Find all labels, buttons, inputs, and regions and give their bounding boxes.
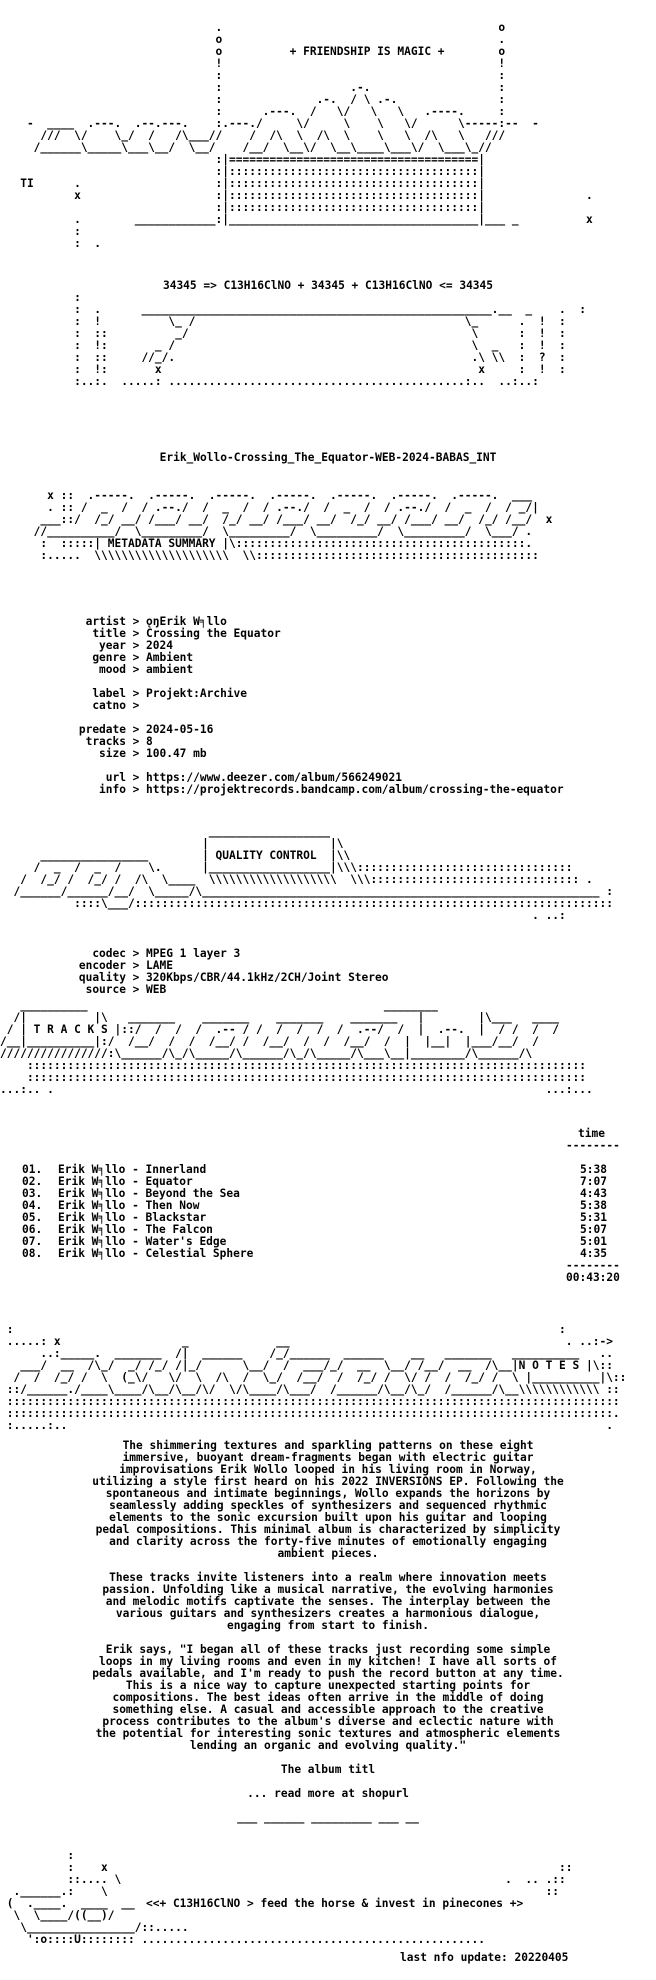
kv-key: url (105, 771, 126, 784)
track-title: Erik W╕llo - Beyond the Sea (58, 1187, 240, 1200)
track-num: 01. (22, 1163, 43, 1176)
kv-separator: > (132, 971, 140, 984)
track-title: Erik W╕llo - Then Now (58, 1199, 200, 1212)
footer-art-left: ( .____. ____ __ \ \____/((__)/ (6, 1898, 135, 1922)
kv-separator: > (132, 663, 140, 676)
kv-key: info (99, 783, 126, 796)
kv-row (0, 784, 656, 796)
kv-value: 100.47 mb (146, 747, 207, 760)
kv-key: title (92, 627, 126, 640)
kv-value: 2024 (146, 639, 173, 652)
kv-value: https://www.deezer.com/album/566249021 (146, 771, 402, 784)
kv-row (0, 664, 656, 676)
track-num: 02. (22, 1175, 43, 1188)
kv-separator: > (132, 959, 140, 972)
kv-value: 2024-05-16 (146, 723, 214, 736)
footer-art-bottom: \________________/::..... ':o::::U:::::::: ................................................... (20, 1922, 485, 1946)
kv-key: genre (92, 651, 126, 664)
total-time: 00:43:20 (566, 1271, 620, 1284)
kv-key: artist (85, 615, 126, 628)
kv-value: MPEG 1 layer 3 (146, 947, 241, 960)
kv-key: source (85, 983, 126, 996)
track-time: 5:31 (580, 1211, 607, 1224)
kv-value: https://projektrecords.bandcamp.com/album/crossing-the-equator (146, 783, 564, 796)
track-num: 07. (22, 1235, 43, 1248)
track-time: 4:35 (580, 1247, 607, 1260)
track-title: Erik W╕llo - Equator (58, 1175, 193, 1188)
notes-paragraph: Erik says, "I began all of these tracks just recording some simple loops in my living rooms and even in my kitchen! I have all sorts of pedals available, and I'm ready to push the record button at any time. This is a nice way to capture unexpected starting points for compositions. The best ideas often arrive in the middle of doing something else. A casual and accessible approach to the creative process contributes to the album's diverse and eclectic nature with the potential for interesting sonic textures and atmospheric elements lending an organic and evolving quality." (92, 1643, 564, 1752)
metadata-banner: x :: .-----. .-----. .-----. .-----. .-----. .-----. .-----. ___ . :: / _ / / .--./ / _ / / .--./ / _ / / .--./ / _ / / _/| ___::/ /_/ __/ /___/ __/ /_/ __/ /___/ __/ /_/ __/ /___/ __/ /_/ /__/ x //__________/ \_________/ \_________/ \_________/ \_________/ \___/ . : :::::| METADATA SUMMARY |\:::::::::::::::::::::::::::::::::::::::::::. :..... \\\\\\\\\\\\\\\\\\\\ \\:::::::::::::::::::::::::::::::::::::::::: (33, 490, 553, 562)
notes-rule: ___ ______ _________ ___ __ (237, 1811, 419, 1824)
time-header-rule: -------- (566, 1139, 620, 1152)
kv-separator: > (132, 627, 140, 640)
kv-separator: > (132, 783, 140, 796)
kv-separator: > (132, 735, 140, 748)
time-header: time (578, 1127, 605, 1140)
kv-row (0, 700, 656, 712)
track-num: 08. (22, 1247, 43, 1260)
notes-paragraph: These tracks invite listeners into a realm where innovation meets passion. Unfolding like a musical narrative, the evolving harmonies and melodic motifs captivate the senses. The interplay between the various guitars and synthesizers creates a harmonious dialogue, engaging from start to finish. (102, 1571, 554, 1632)
track-time: 5:38 (580, 1199, 607, 1212)
notes-paragraph: The shimmering textures and sparkling patterns on these eight immersive, buoyant dream-fragments began with electric guitar improvisations Erik Wollo looped in his living room in Norway, utilizing a style first heard on his 2022 INVERSIONS EP. Following the spontaneous and intimate beginnings, Wollo expands the horizons by seamlessly adding speckles of synthesizers and sequenced rhythmic elements to the sonic excursion built upon his guitar and looping pedal compositions. This minimal album is characterized by simplicity and clarity across the forty-five minutes of emotionally engaging ambient pieces. (92, 1439, 564, 1560)
tracklist (0, 1128, 656, 1284)
header-ascii-art: . o o . o + FRIENDSHIP IS MAGIC + o ! ! : : : .-. : : .-. / \ .-. : : .---. / \/ \ \ .----. : - ____ .---. .--.---. :.---./ \/ \ \ \/ \-----:-- - /// \/ \_/ / /\___// / /\ \ /\ \ \ \ /\ \ /// /______\_____\___\__/ \__/ /__/ \__\/ \__\____\___\/ \___\_// :|=====================================| :|:::::::::::::::::::::::::::::::::::::| TI . :|:::::::::::::::::::::::::::::::::::::| x :|:::::::::::::::::::::::::::::::::::::| . :|:::::::::::::::::::::::::::::::::::::| . ____________:|_____________________________________|___ _ x : : . (20, 22, 593, 250)
kv-value: 320Kbps/CBR/44.1kHz/2CH/Joint Stereo (146, 971, 389, 984)
chemical-formula: 34345 => C13H16ClNO + 34345 + C13H16ClNO <= 34345 (162, 279, 494, 292)
kv-key: tracks (85, 735, 126, 748)
last-update: last nfo update: 20220405 (400, 1951, 569, 1964)
kv-separator: > (132, 747, 140, 760)
track-num: 06. (22, 1223, 43, 1236)
kv-value: ǫŋErik W╕llo (146, 615, 227, 628)
kv-value: ambient (146, 663, 194, 676)
kv-separator: > (132, 699, 140, 712)
kv-separator: > (132, 723, 140, 736)
kv-value: WEB (146, 983, 167, 996)
kv-separator: > (132, 983, 140, 996)
notes-banner: : : .....: x _ __ . ..:-> ..:_____. _______ /| ______ /_/______ ______ __ _______ __________ .. ___/ __ /\_/ _/ /_/ /|_/ \__/ / ___/_/ __ \__/ /__/ __ /\__|N O T E S |\:: / / /_/ / \ (_\/ \/ \ /\ / \_/ /__/ / /_/ / \/ / / /_/ / \ |__________|\:: ::/______./____\____/\__/\__/\/ \/\____/\___/ /______/\__/\_/ /______/\__\\\\\\\\\\\\ :: ::::::::::::::::::::::::::::::::::::::::::::::::::::::::::::::::::::::::::::::::::::::::::: ::::::::::::::::::::::::::::::::::::::::::::::::::::::::::::::::::::::::::::::::::::::::::. :.....:.. . (6, 1324, 627, 1432)
track-time: 5:07 (580, 1223, 607, 1236)
release-name: Erik_Wollo-Crossing_The_Equator-WEB-2024-BABAS_INT (159, 451, 497, 464)
track-num: 03. (22, 1187, 43, 1200)
track-title: Erik W╕llo - Blackstar (58, 1211, 207, 1224)
kv-key: catno (92, 699, 126, 712)
kv-value: 8 (146, 735, 153, 748)
kv-row (0, 984, 656, 996)
kv-key: encoder (78, 959, 126, 972)
track-num: 05. (22, 1211, 43, 1224)
track-num: 04. (22, 1199, 43, 1212)
track-title: Erik W╕llo - The Falcon (58, 1223, 213, 1236)
kv-row (0, 748, 656, 760)
kv-key: mood (99, 663, 126, 676)
kv-value: Crossing the Equator (146, 627, 281, 640)
header-ascii-art-bottom: : : . ____________________________________________________.__ _ . : : ! \_ / \_ . ! : : :: _/ \ : ! : : !: _ / \ _ : ! : : :: //_/. .\ \\ : ? : : !: x x : ! : :..:. .....: ............................................:.. ..:..: (74, 292, 586, 388)
kv-key: predate (78, 723, 126, 736)
track-title: Erik W╕llo - Water's Edge (58, 1235, 227, 1248)
metadata-summary (0, 616, 656, 796)
kv-key: quality (78, 971, 126, 984)
quality-summary (0, 948, 656, 996)
notes-paragraph: The album titl (280, 1763, 376, 1776)
kv-separator: > (132, 771, 140, 784)
notes-paragraph: ... read more at shopurl (247, 1787, 409, 1800)
kv-separator: > (132, 615, 140, 628)
kv-value: Ambient (146, 651, 194, 664)
total-rule: -------- (566, 1259, 620, 1272)
notes-body (0, 1440, 656, 1836)
kv-key: codec (92, 947, 126, 960)
kv-key: size (99, 747, 126, 760)
footer-tagline: <<+ C13H16ClNO > feed the horse & invest in pinecones +> (146, 1897, 524, 1910)
tracks-banner: __________ ________ /| |\ _______ _______ _______ _______ | |\___ ____ / | T R A C K S |::/ / / / .-- / / / / / / .--/ / | .--. | / / / / /__|__________|:/ /__/ / / /__/ / /__/ / / /__/ / | |__| |___/__/ / ////////////////:\______/\_/\_____/\______/\_/\_____/\___\__|________/\______/\ ::::::::::::::::::::::::::::::::::::::::::::::::::::::::::::::::::::::::::::::::::: ::::::::::::::::::::::::::::::::::::::::::::::::::::::::::::::::::::::::::::::::::: ...:.. . ...:... (0, 1000, 593, 1096)
track-title: Erik W╕llo - Innerland (58, 1163, 207, 1176)
track-time: 5:38 (580, 1163, 607, 1176)
kv-value: LAME (146, 959, 173, 972)
track-time: 7:07 (580, 1175, 607, 1188)
kv-separator: > (132, 687, 140, 700)
kv-separator: > (132, 651, 140, 664)
track-title: Erik W╕llo - Celestial Sphere (58, 1247, 254, 1260)
track-row (0, 1248, 656, 1260)
footer-ascii-art: : : x :: ::.... \ . .. .:: .______.: \ :: (13, 1850, 573, 1898)
kv-value: Projekt:Archive (146, 687, 248, 700)
track-time: 5:01 (580, 1235, 607, 1248)
kv-separator: > (132, 947, 140, 960)
kv-key: label (92, 687, 126, 700)
track-time: 4:43 (580, 1187, 607, 1200)
kv-separator: > (132, 639, 140, 652)
quality-control-banner: __________________ | |\ ________________ | QUALITY CONTROL |\\ / _ / _ / \. |__________________|\\\:::::::::::::::::::::::::::::::: / /_/ / /_/ / /\ \____ \\\\\\\\\\\\\\\\\\\ \\\::::::::::::::::::::::::::::::: . /______/______/__/ \_____/\___________________________________________________________ : ::::\___/::::::::::::::::::::::::::::::::::::::::::::::::::::::::::::::::::::::: . ..: (13, 826, 613, 922)
kv-key: year (99, 639, 126, 652)
